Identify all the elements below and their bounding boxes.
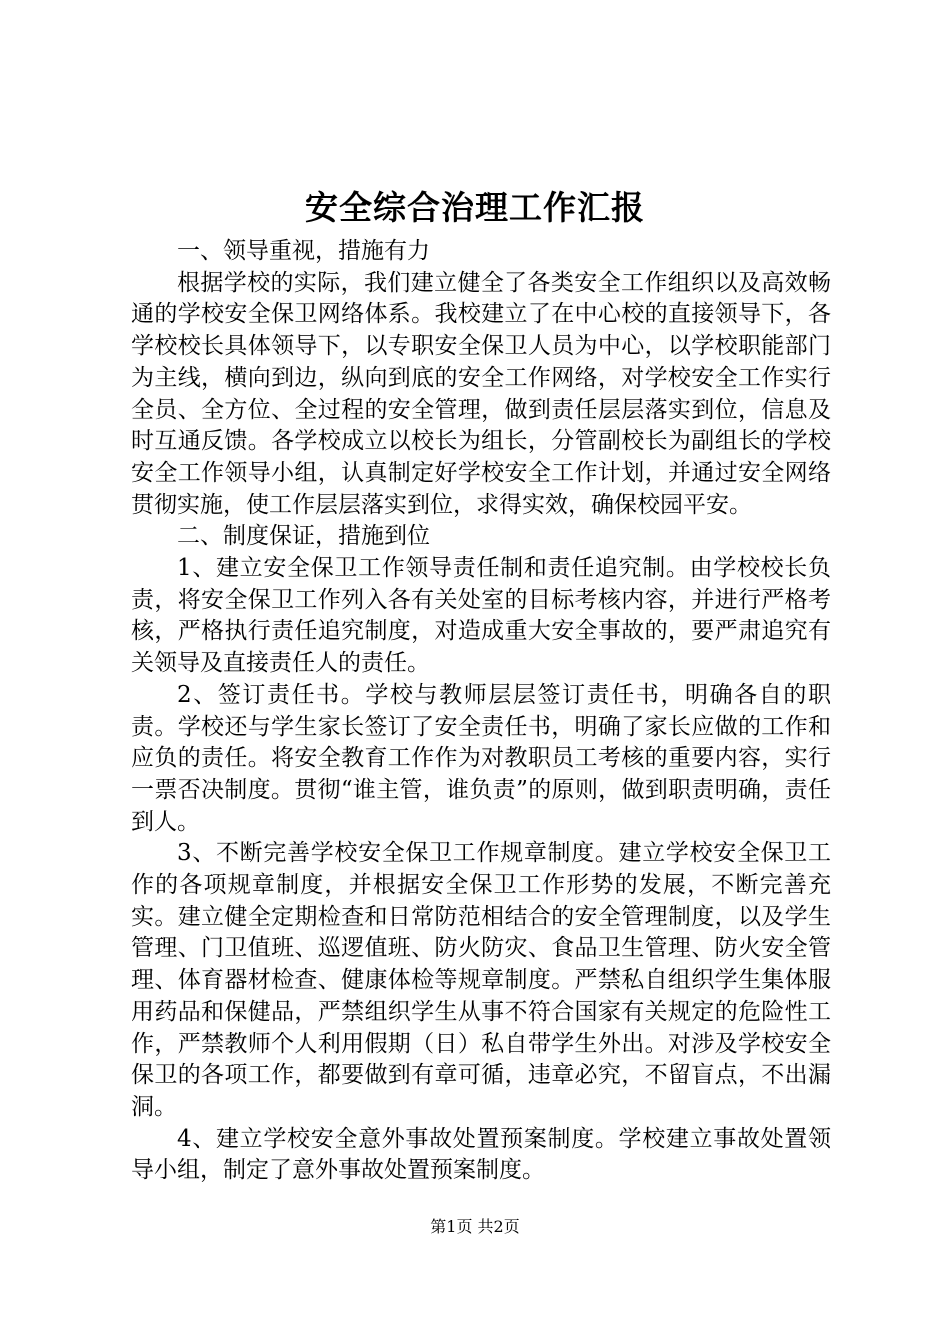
section-heading-2: 二、制度保证，措施到位	[177, 523, 430, 550]
section-heading-1: 一、领导重视，措施有力	[177, 238, 430, 264]
paragraph-4: 3、不断完善学校安全保卫工作规章制度。建立学校安全保卫工作的各项规章制度，并根据安全保卫工作形势的发展，不断完善充实。建立健全定期检查和日常防范相结合的安全管理制度，以及学生管理、门卫值班、巡逻值班、防火防灾、食品卫生管理、防火安全管理、体育器材检查、健康体检等规章制度。严禁私自组织学生集体服用药品和保健品，严禁组织学生从事不符合国家有关规定的危险性工作，严禁教师个人利用假期（日）私自带学生外出。对涉及学校安全保卫的各项工作，都要做到有章可循，违章必究，不留盲点，不出漏洞。	[131, 840, 831, 1120]
paragraph-3: 2、签订责任书。学校与教师层层签订责任书，明确各自的职责。学校还与学生家长签订了安全责任书，明确了家长应做的工作和应负的责任。将安全教育工作作为对教职员工考核的重要内容，实行一票否决制度。贯彻“谁主管，谁负责”的原则，做到职责明确，责任到人。	[131, 681, 831, 835]
page-number-footer: 第1页 共2页	[430, 1217, 520, 1236]
document-body	[131, 236, 831, 1187]
paragraph-1: 根据学校的实际，我们建立健全了各类安全工作组织以及高效畅通的学校安全保卫网络体系。我校建立了在中心校的直接领导下，各学校校长具体领导下，以专职安全保卫人员为中心，以学校职能部门为主线，横向到边，纵向到底的安全工作网络，对学校安全工作实行全员、全方位、全过程的安全管理，做到责任层层落实到位，信息及时互通反馈。各学校成立以校长为组长，分管副校长为副组长的学校安全工作领导小组，认真制定好学校安全工作计划，并通过安全网络贯彻实施，使工作层层落实到位，求得实效，确保校园平安。	[131, 269, 831, 518]
document-title: 安全综合治理工作汇报	[305, 188, 645, 227]
paragraph-2: 1、建立安全保卫工作领导责任制和责任追究制。由学校校长负责，将安全保卫工作列入各有关处室的目标考核内容，并进行严格考核，严格执行责任追究制度，对造成重大安全事故的，要严肃追究有关领导及直接责任人的责任。	[131, 555, 831, 677]
paragraph-5: 4、建立学校安全意外事故处置预案制度。学校建立事故处置领导小组，制定了意外事故处置预案制度。	[131, 1125, 831, 1184]
